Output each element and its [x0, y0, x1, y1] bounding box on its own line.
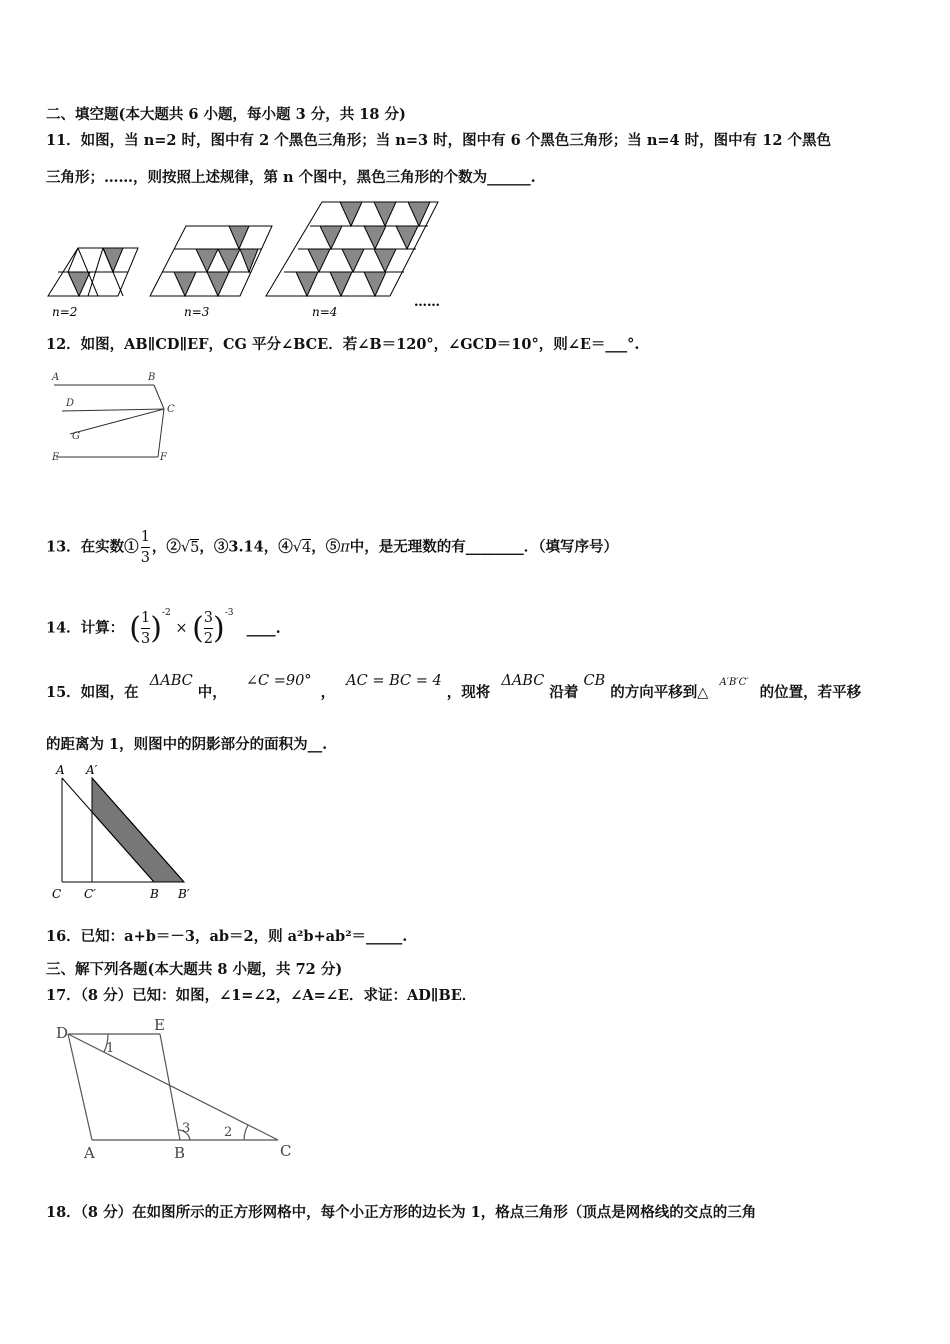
point-b-prime: B′	[178, 887, 190, 901]
q14-line	[46, 608, 281, 649]
point-d: D	[56, 1024, 69, 1042]
q11-line1: 11．如图，当 n=2 时，图中有 2 个黑色三角形；当 n=3 时，图中有 6 个黑色三角形；当 n=4 时，图中有 12 个黑色	[46, 132, 831, 149]
q15-tri2: ΔABC	[501, 673, 545, 689]
q13-fraction	[141, 527, 150, 568]
q15-p4: 的位置，若平移	[759, 684, 862, 701]
q15-tri3: A′B′C′	[719, 677, 749, 688]
q15-line1	[46, 673, 862, 702]
point-c: C	[52, 887, 62, 901]
shaded-tri	[320, 226, 342, 249]
point-e: E	[154, 1018, 165, 1034]
q13-frac-den: 3	[140, 550, 150, 566]
q14-expr: ( $\frac{1}{3}$ )$^{-2}$ × ( $\frac{3}{2}$ )$^{-3}$	[129, 608, 234, 647]
shaded-tri	[103, 248, 123, 272]
q17-text: 17．（8 分）已知：如图，∠1=∠2，∠A=∠E．求证：AD∥BE．	[46, 987, 477, 1004]
q11-line2: 三角形；……，则按照上述规律，第 n 个图中，黑色三角形的个数为______.	[46, 169, 536, 186]
q15-prefix: 15．如图，在	[46, 684, 139, 701]
q13-frac-num: 1	[141, 527, 150, 548]
q15-p2: ，现将	[446, 684, 491, 701]
shaded-tri	[207, 272, 229, 296]
q13-prefix: 13．在实数①	[46, 538, 139, 556]
q13-suffix: 中，是无理数的有________．（填写序号）	[349, 538, 618, 556]
point-c: C	[167, 404, 175, 415]
q13-sqrt5: √5	[180, 539, 200, 556]
shaded-tri	[174, 272, 196, 296]
shaded-tri	[374, 202, 396, 226]
shaded-tri	[229, 226, 249, 249]
shaded-tri	[340, 202, 362, 226]
label-n4: n=4	[312, 305, 338, 319]
q11-figure	[44, 196, 464, 322]
q18-text: 18．（8 分）在如图所示的正方形网格中，每个小正方形的边长为 1，格点三角形（顶点是网格线的交点的三角	[46, 1204, 757, 1221]
q15-cb: CB	[583, 673, 606, 689]
shaded-tri	[364, 272, 386, 296]
q12-figure	[46, 366, 186, 466]
angle-2: 2	[224, 1125, 233, 1140]
shaded-tri	[408, 202, 430, 226]
q13-line	[46, 527, 618, 568]
q14-prefix: 14．计算：	[46, 619, 125, 637]
q15-tri: ΔABC	[149, 673, 193, 689]
point-a: A	[84, 1144, 95, 1162]
shaded-tri	[330, 272, 352, 296]
section-3-heading: 三、解下列各题(本大题共 8 小题，共 72 分)	[46, 961, 343, 978]
q13-p2: ，②	[151, 538, 181, 556]
shaded-tri	[374, 249, 396, 272]
q15-line2: 的距离为 1，则图中的阴影部分的面积为__.	[46, 736, 328, 753]
section-2-heading: 二、填空题(本大题共 6 小题，每小题 3 分，共 18 分)	[46, 106, 406, 123]
ellipsis: ……	[414, 295, 440, 310]
point-d: D	[66, 398, 75, 409]
pattern-n4	[266, 202, 438, 296]
q15-angle: ∠C =90°	[245, 673, 312, 689]
point-b: B	[148, 372, 156, 383]
q15-p3: 的方向平移到△	[610, 684, 709, 701]
label-n2: n=2	[52, 305, 78, 319]
pattern-n2	[48, 248, 138, 296]
point-b: B	[174, 1144, 186, 1162]
shaded-tri	[196, 249, 218, 272]
q15-eq: AC = BC = 4	[346, 673, 442, 689]
q13-pi: π	[340, 539, 350, 556]
point-a: A	[52, 372, 60, 383]
shaded-tri	[364, 226, 386, 249]
point-g: G	[72, 431, 80, 442]
point-c-prime: C′	[84, 887, 96, 901]
q15-figure	[50, 760, 200, 902]
shaded-tri	[218, 249, 240, 272]
angle-1: 1	[106, 1041, 115, 1056]
q14-suffix: ____.	[246, 619, 281, 637]
angle-3: 3	[182, 1121, 191, 1136]
q13-sqrt4: √4	[292, 539, 312, 556]
shaded-tri	[240, 249, 258, 272]
q13-p3: ，③3.14，④	[199, 538, 293, 556]
point-c: C	[280, 1142, 292, 1160]
point-a: A	[56, 763, 65, 777]
q16-text: 16．已知：a+b＝－3，ab＝2，则 a²b+ab²＝_____.	[46, 928, 408, 945]
shaded-tri	[342, 249, 364, 272]
pattern-n3	[150, 226, 272, 296]
point-b: B	[150, 887, 159, 901]
q13-p4: ，⑤	[311, 538, 341, 556]
label-n3: n=3	[184, 305, 210, 319]
q12-text: 12．如图，AB∥CD∥EF，CG 平分∠BCE．若∠B＝120°，∠GCD＝10°，则∠E＝___°.	[46, 336, 640, 353]
point-f: F	[160, 452, 167, 463]
shaded-tri	[296, 272, 318, 296]
shaded-tri	[68, 272, 90, 296]
shaded-tri	[396, 226, 418, 249]
q15-mid: 中，	[197, 684, 227, 701]
point-a-prime: A′	[86, 763, 98, 777]
q15-comma: ，	[320, 684, 336, 701]
shaded-tri	[308, 249, 330, 272]
point-e: E	[52, 452, 60, 463]
q15-along: 沿着	[549, 684, 579, 701]
q17-figure	[50, 1018, 310, 1164]
